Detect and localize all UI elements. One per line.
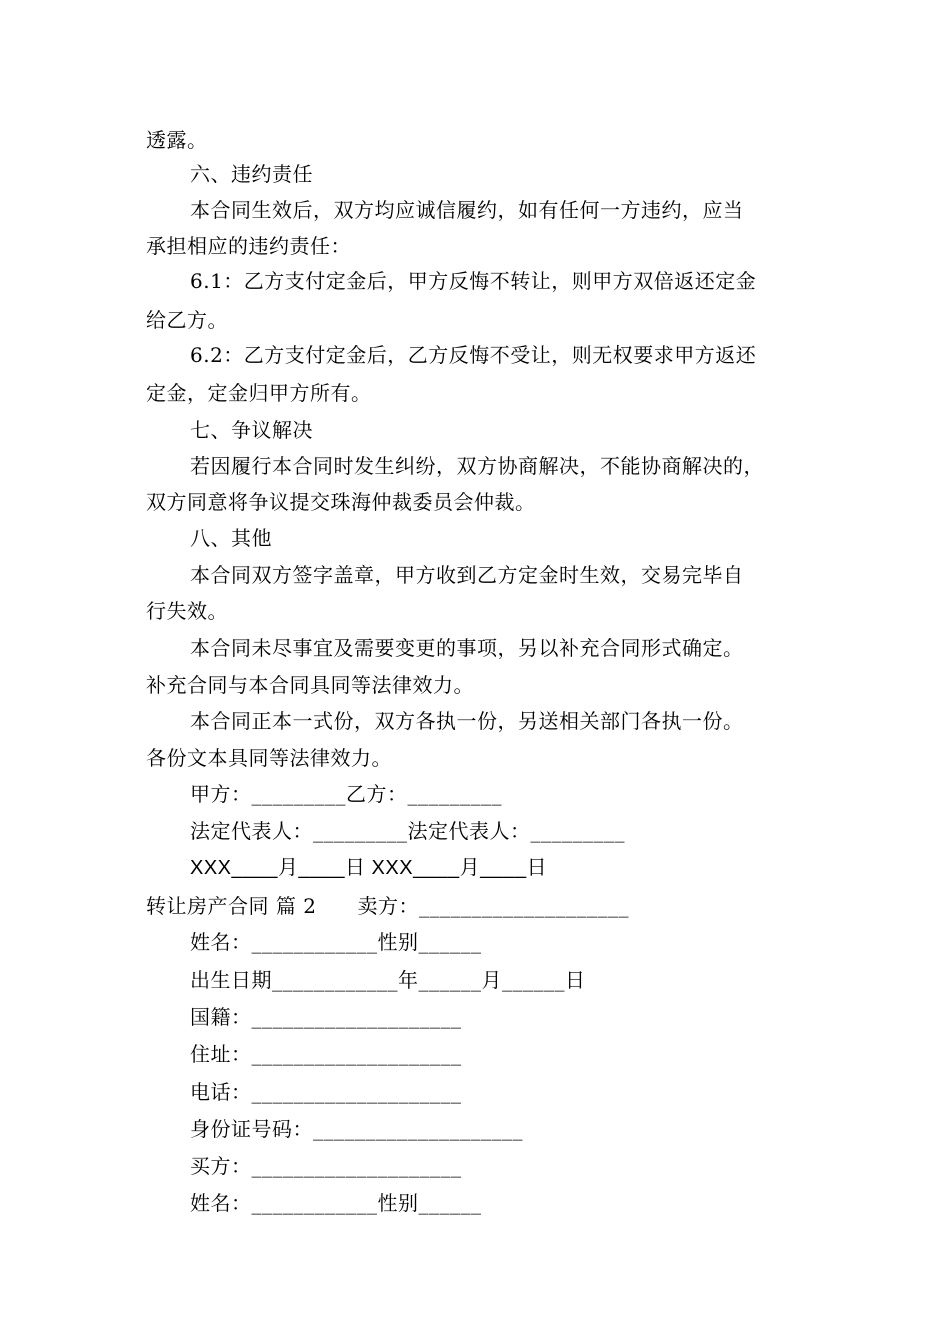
- form-field-line: 买方：____________________: [190, 1154, 462, 1178]
- form-field-line: 国籍：____________________: [190, 1005, 462, 1029]
- form-field-line: 住址：____________________: [190, 1042, 462, 1066]
- form-field-line: 身份证号码：____________________: [190, 1117, 523, 1141]
- clause-line: 6.2：乙方支付定金后，乙方反悔不受让，则无权要求甲方返还: [190, 343, 757, 367]
- clause-line: 6.1：乙方支付定金后，甲方反悔不转让，则甲方双倍返还定金: [190, 269, 757, 293]
- form-field-line: 出生日期____________年______月______日: [190, 968, 586, 992]
- paragraph-line: 各份文本具同等法律效力。: [146, 746, 392, 770]
- paragraph-line: 本合同生效后，双方均应诚信履约，如有任何一方违约，应当: [190, 198, 744, 222]
- date-line: XXX____月____日 XXX____月____日: [190, 857, 548, 879]
- contract-heading-line: 转让房产合同 篇 2 卖方：____________________: [146, 894, 629, 918]
- paragraph-line: 给乙方。: [146, 308, 228, 332]
- paragraph-line: 双方同意将争议提交珠海仲裁委员会仲裁。: [146, 490, 536, 514]
- paragraph-line: 承担相应的违约责任：: [146, 234, 351, 258]
- paragraph-line: 若因履行本合同时发生纠纷，双方协商解决，不能协商解决的，: [190, 454, 764, 478]
- paragraph-line: 本合同正本一式份，双方各执一份，另送相关部门各执一份。: [190, 709, 744, 733]
- paragraph-line: 行失效。: [146, 599, 228, 623]
- signature-line: 甲方：_________乙方：_________: [190, 782, 502, 806]
- signature-line: 法定代表人：_________法定代表人：_________: [190, 819, 625, 843]
- form-field-line: 姓名：____________性别______: [190, 1191, 482, 1215]
- paragraph-line: 本合同未尽事宜及需要变更的事项，另以补充合同形式确定。: [190, 636, 744, 660]
- form-field-line: 电话：____________________: [190, 1080, 462, 1104]
- form-field-line: 姓名：____________性别______: [190, 930, 482, 954]
- paragraph-line: 透露。: [146, 128, 208, 152]
- paragraph-line: 定金，定金归甲方所有。: [146, 381, 372, 405]
- paragraph-line: 补充合同与本合同具同等法律效力。: [146, 673, 474, 697]
- paragraph-line: 本合同双方签字盖章，甲方收到乙方定金时生效，交易完毕自: [190, 563, 744, 587]
- section-heading: 八、其他: [190, 526, 272, 550]
- section-heading: 七、争议解决: [190, 418, 313, 442]
- section-heading: 六、违约责任: [190, 162, 313, 186]
